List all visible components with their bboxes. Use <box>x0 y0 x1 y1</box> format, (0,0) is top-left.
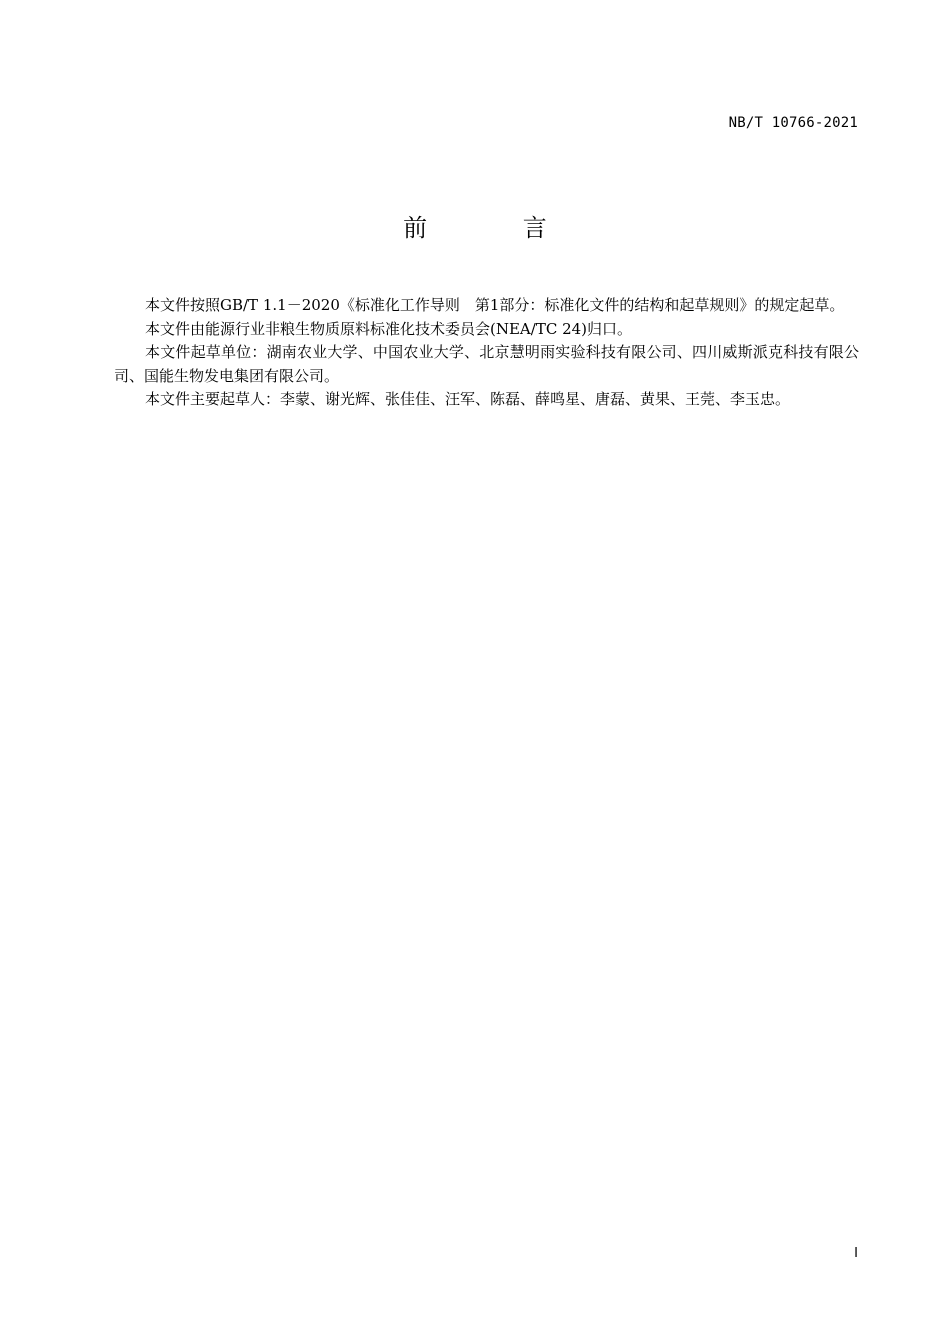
paragraph-committee: 本文件由能源行业非粮生物质原料标准化技术委员会(NEA/TC 24)归口。 <box>145 319 633 338</box>
foreword-body <box>114 294 859 412</box>
paragraph-drafting-units: 本文件起草单位：湖南农业大学、中国农业大学、北京慧明雨实验科技有限公司、四川威斯派克科技有限公司、国能生物发电集团有限公司。 <box>114 343 859 385</box>
page-title: 前 言 <box>403 214 591 242</box>
paragraph-drafting-rules: 本文件按照GB/T 1.1－2020《标准化工作导则 第1部分：标准化文件的结构和起草规则》的规定起草。 <box>145 296 845 314</box>
standard-code: NB/T 10766-2021 <box>728 115 858 131</box>
page-number: I <box>854 1246 858 1261</box>
paragraph-drafters: 本文件主要起草人：李蒙、谢光辉、张佳佳、汪军、陈磊、薛鸣星、唐磊、黄果、王莞、李玉忠。 <box>145 390 791 408</box>
